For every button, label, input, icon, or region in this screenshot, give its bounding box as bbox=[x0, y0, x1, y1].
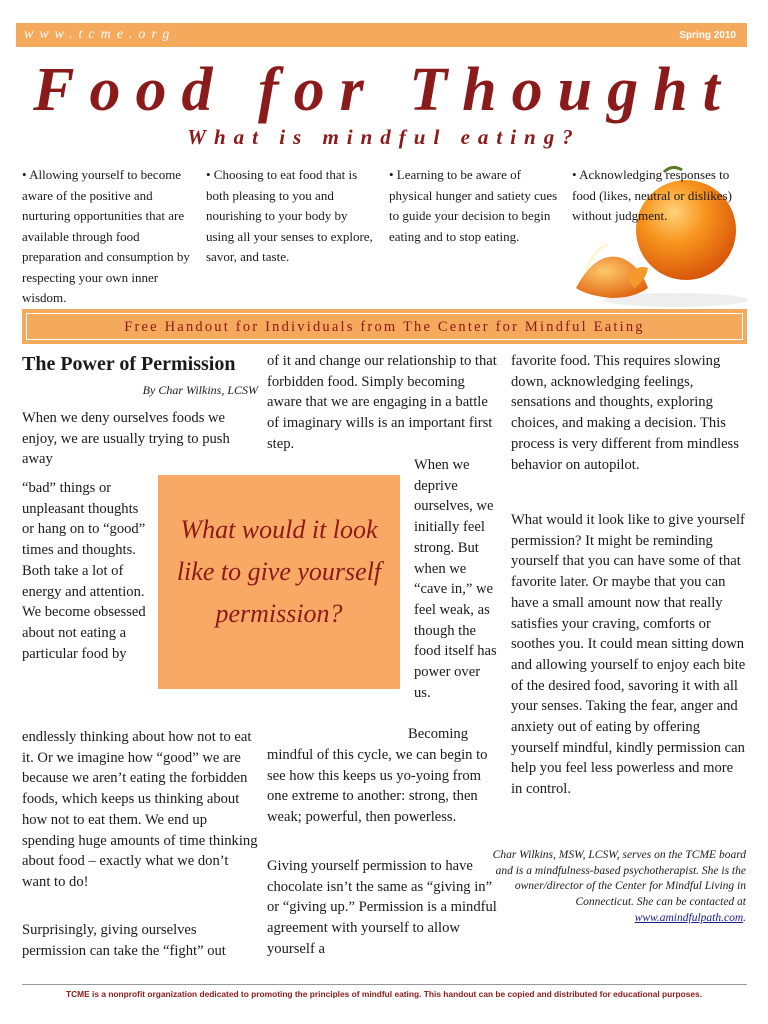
issue-date: Spring 2010 bbox=[679, 30, 736, 41]
col2-text-top: of it and change our relationship to that forbidden food. Simply becoming aware that we are engaging in a battle of imaginary wills is an important first step. bbox=[267, 353, 497, 452]
bullet-3: • Learning to be aware of physical hunger and satiety cues to guide your decision to begin eating and to stop eating. bbox=[389, 167, 558, 244]
article-byline: By Char Wilkins, LCSW bbox=[142, 383, 258, 397]
col1-text-narrow: “bad” things or unpleasant thoughts or hang on to “good” times and thoughts. Both take a lot of energy and attention. We become obsessed about not eating a particular food by bbox=[22, 480, 146, 662]
col3-paragraph-1: favorite food. This requires slowing down, acknowledging feelings, sensations and thoughts, exploring choices, and making a decision. This process is very different from mindless behavior on autopilot. bbox=[511, 353, 739, 473]
col1-paragraph-2: Surprisingly, giving ourselves permission can take the “fight” out bbox=[22, 922, 226, 959]
author-bio-end: . bbox=[743, 911, 746, 924]
pull-quote-box bbox=[158, 475, 400, 689]
col2-text-narrow-end: Becoming bbox=[408, 726, 468, 742]
pull-quote: What would it look like to give yourself permission? bbox=[176, 515, 382, 628]
col1-text-top: When we deny ourselves foods we enjoy, we are usually trying to push away bbox=[22, 410, 230, 468]
footer-divider bbox=[22, 984, 747, 985]
handout-banner bbox=[22, 309, 747, 344]
footer-note: TCME is a nonprofit organization dedicated to promoting the principles of mindful eating. This handout can be copied and distributed for educational purposes. bbox=[65, 989, 703, 999]
newsletter-title: Food for Thought bbox=[33, 56, 735, 124]
author-bio-text: Char Wilkins, MSW, LCSW, serves on the TCME board and is a mindfulness-based psychotherapist. She is the owner/director of the Center for Mindful Living in Connecticut. She can be contacted at bbox=[492, 849, 746, 909]
col3-paragraph-2: What would it look like to give yourself permission? It might be reminding yourself that you can have some of that favorite later. Or maybe that you can have a small amount now that really satisfies your craving, comforts or soothes you. It could mean sitting down and allowing yourself to enjoy each bite of the desired food, savoring it with all your senses. Taking the fear, anger and anxiety out of eating by offering yourself mindful, kindly permission can help you feel less powerless and more in control. bbox=[511, 512, 746, 798]
banner-text: Free Handout for Individuals from The Center for Mindful Eating bbox=[26, 313, 743, 340]
site-url: www.tcme.org bbox=[24, 27, 176, 42]
article-heading: The Power of Permission bbox=[22, 353, 236, 375]
bullet-2: • Choosing to eat food that is both pleasing to you and nourishing to your body by using all your senses to explore, savor, and taste. bbox=[206, 167, 373, 264]
bullet-4: • Acknowledging responses to food (likes, neutral or dislikes) without judgment. bbox=[572, 167, 732, 223]
bullet-1: • Allowing yourself to become aware of the positive and nurturing opportunities that are available through food preparation and consumption by respecting your own inner wisdom. bbox=[22, 167, 190, 305]
author-bio bbox=[488, 848, 746, 927]
author-website-link[interactable]: www.amindfulpath.com bbox=[634, 911, 744, 924]
col2-paragraph-2: Giving yourself permission to have chocolate isn’t the same as “giving in” or “giving up.” Permission is a mindful agreement with yourself to allow yourself a bbox=[267, 858, 497, 957]
col2-text-bottom: mindful of this cycle, we can begin to see how this keeps us yo-yoing from one extreme to another: strong, then weak; powerful, then powerless. bbox=[267, 747, 488, 826]
col1-text-bottom: endlessly thinking about how not to eat it. Or we imagine how “good” we are because we aren’t eating the forbidden foods, which keeps us thinking about how not to eat them. We end up spending huge amounts of time thinking about food – exactly what we don’t want to do! bbox=[22, 729, 258, 890]
col2-text-narrow: When we deprive ourselves, we initially feel strong. But when we “cave in,” we feel weak, as though the food itself has power over us. bbox=[414, 457, 497, 701]
newsletter-subtitle: What is mindful eating? bbox=[187, 125, 581, 149]
